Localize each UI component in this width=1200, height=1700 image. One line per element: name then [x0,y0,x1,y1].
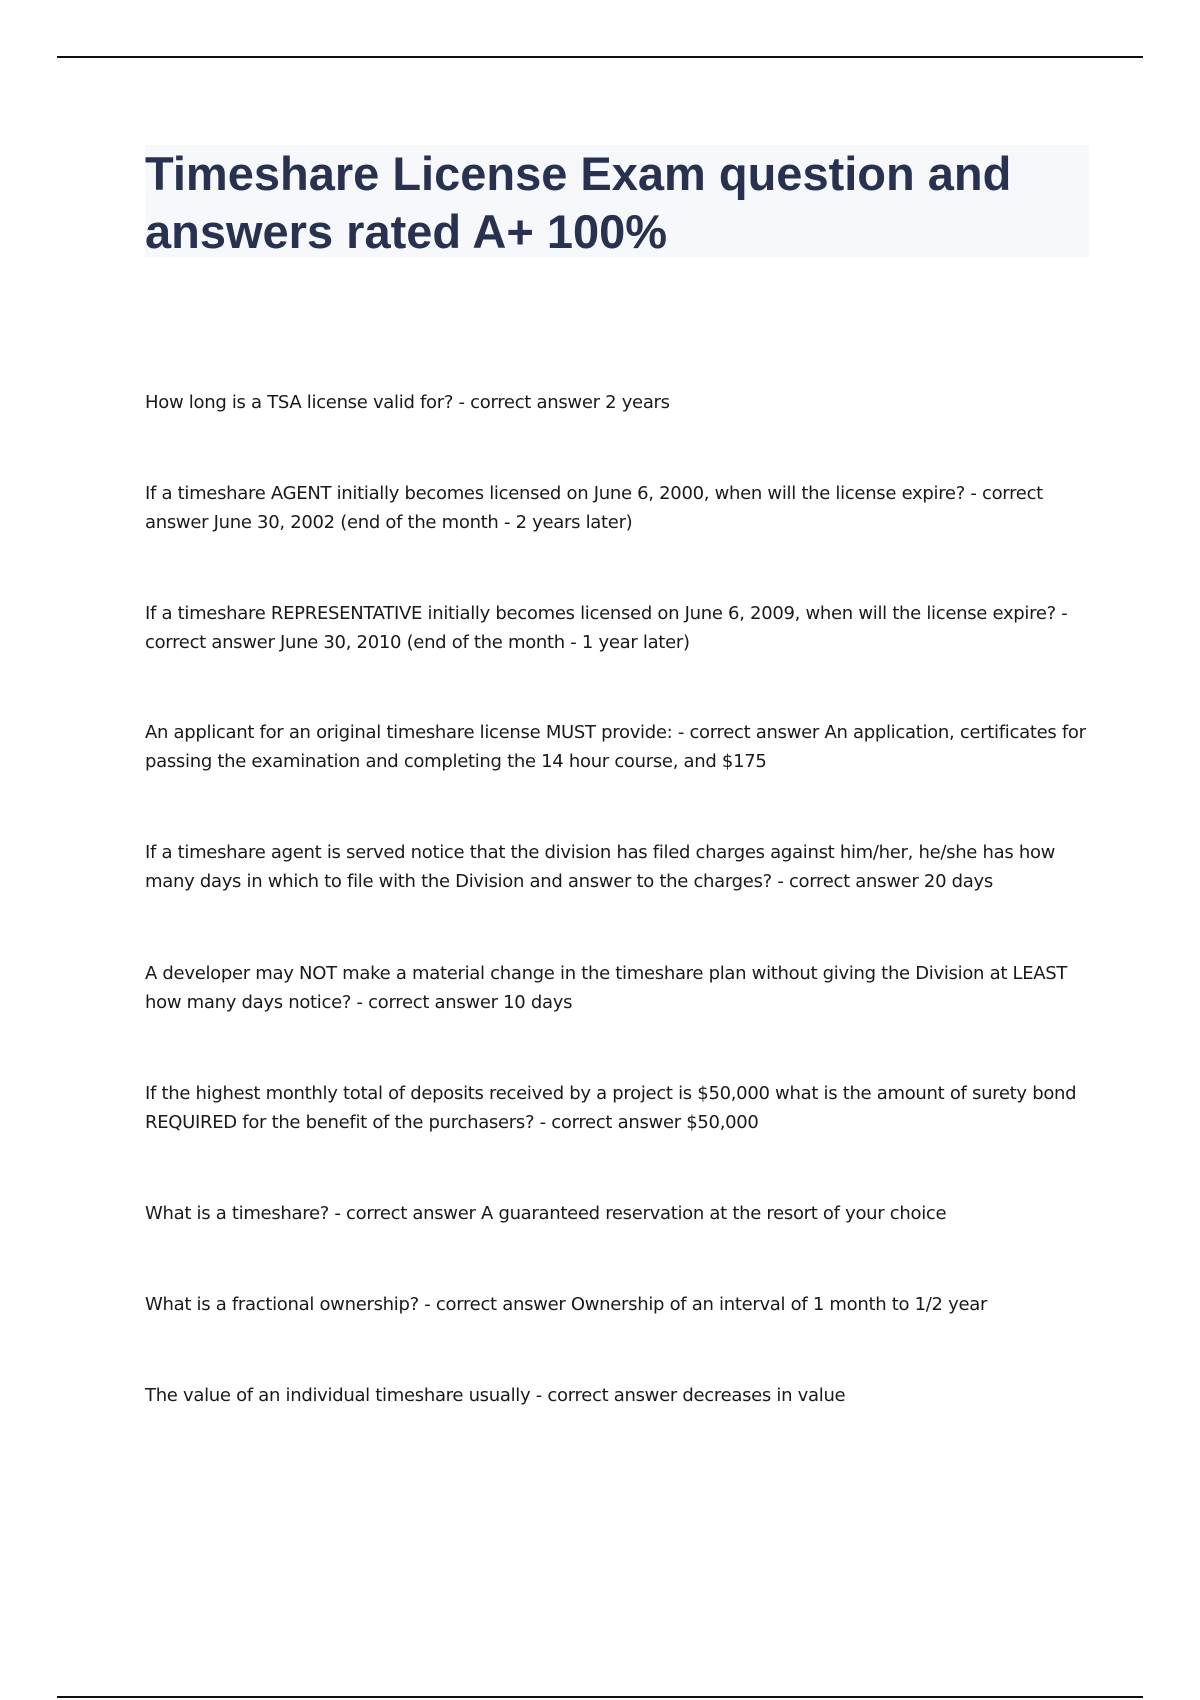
qa-item-3: If a timeshare REPRESENTATIVE initially becomes licensed on June 6, 2009, when will the license expire? - correct answer June 30, 2010 (end of the month - 1 year later) [145,603,1068,653]
qa-item-1: How long is a TSA license valid for? - correct answer 2 years [145,392,670,413]
qa-item-5: If a timeshare agent is served notice that the division has filed charges against him/her, he/she has how many days in which to file with the Division and answer to the charges? - correct answer 20 days [145,842,1056,892]
qa-item-2: If a timeshare AGENT initially becomes licensed on June 6, 2000, when will the license expire? - correct answer June 30, 2002 (end of the month - 2 years later) [145,483,1043,533]
document-title: Timeshare License Exam question and answers rated A+ 100% [145,147,1012,258]
qa-item-6: A developer may NOT make a material change in the timeshare plan without giving the Division at LEAST how many days notice? - correct answer 10 days [145,963,1068,1013]
qa-item-7: If the highest monthly total of deposits received by a project is $50,000 what is the amount of surety bond REQUIRED for the benefit of the purchasers? - correct answer $50,000 [145,1083,1077,1133]
qa-item-4: An applicant for an original timeshare license MUST provide: - correct answer An application, certificates for passing the examination and completing the 14 hour course, and $175 [145,722,1086,772]
qa-item-10: The value of an individual timeshare usually - correct answer decreases in value [145,1385,846,1406]
qa-item-8: What is a timeshare? - correct answer A guaranteed reservation at the resort of your choice [145,1203,947,1224]
qa-item-9: What is a fractional ownership? - correct answer Ownership of an interval of 1 month to 1/2 year [145,1294,988,1315]
top-divider [57,56,1143,58]
bottom-divider [57,1696,1143,1698]
title-block [145,145,1089,257]
